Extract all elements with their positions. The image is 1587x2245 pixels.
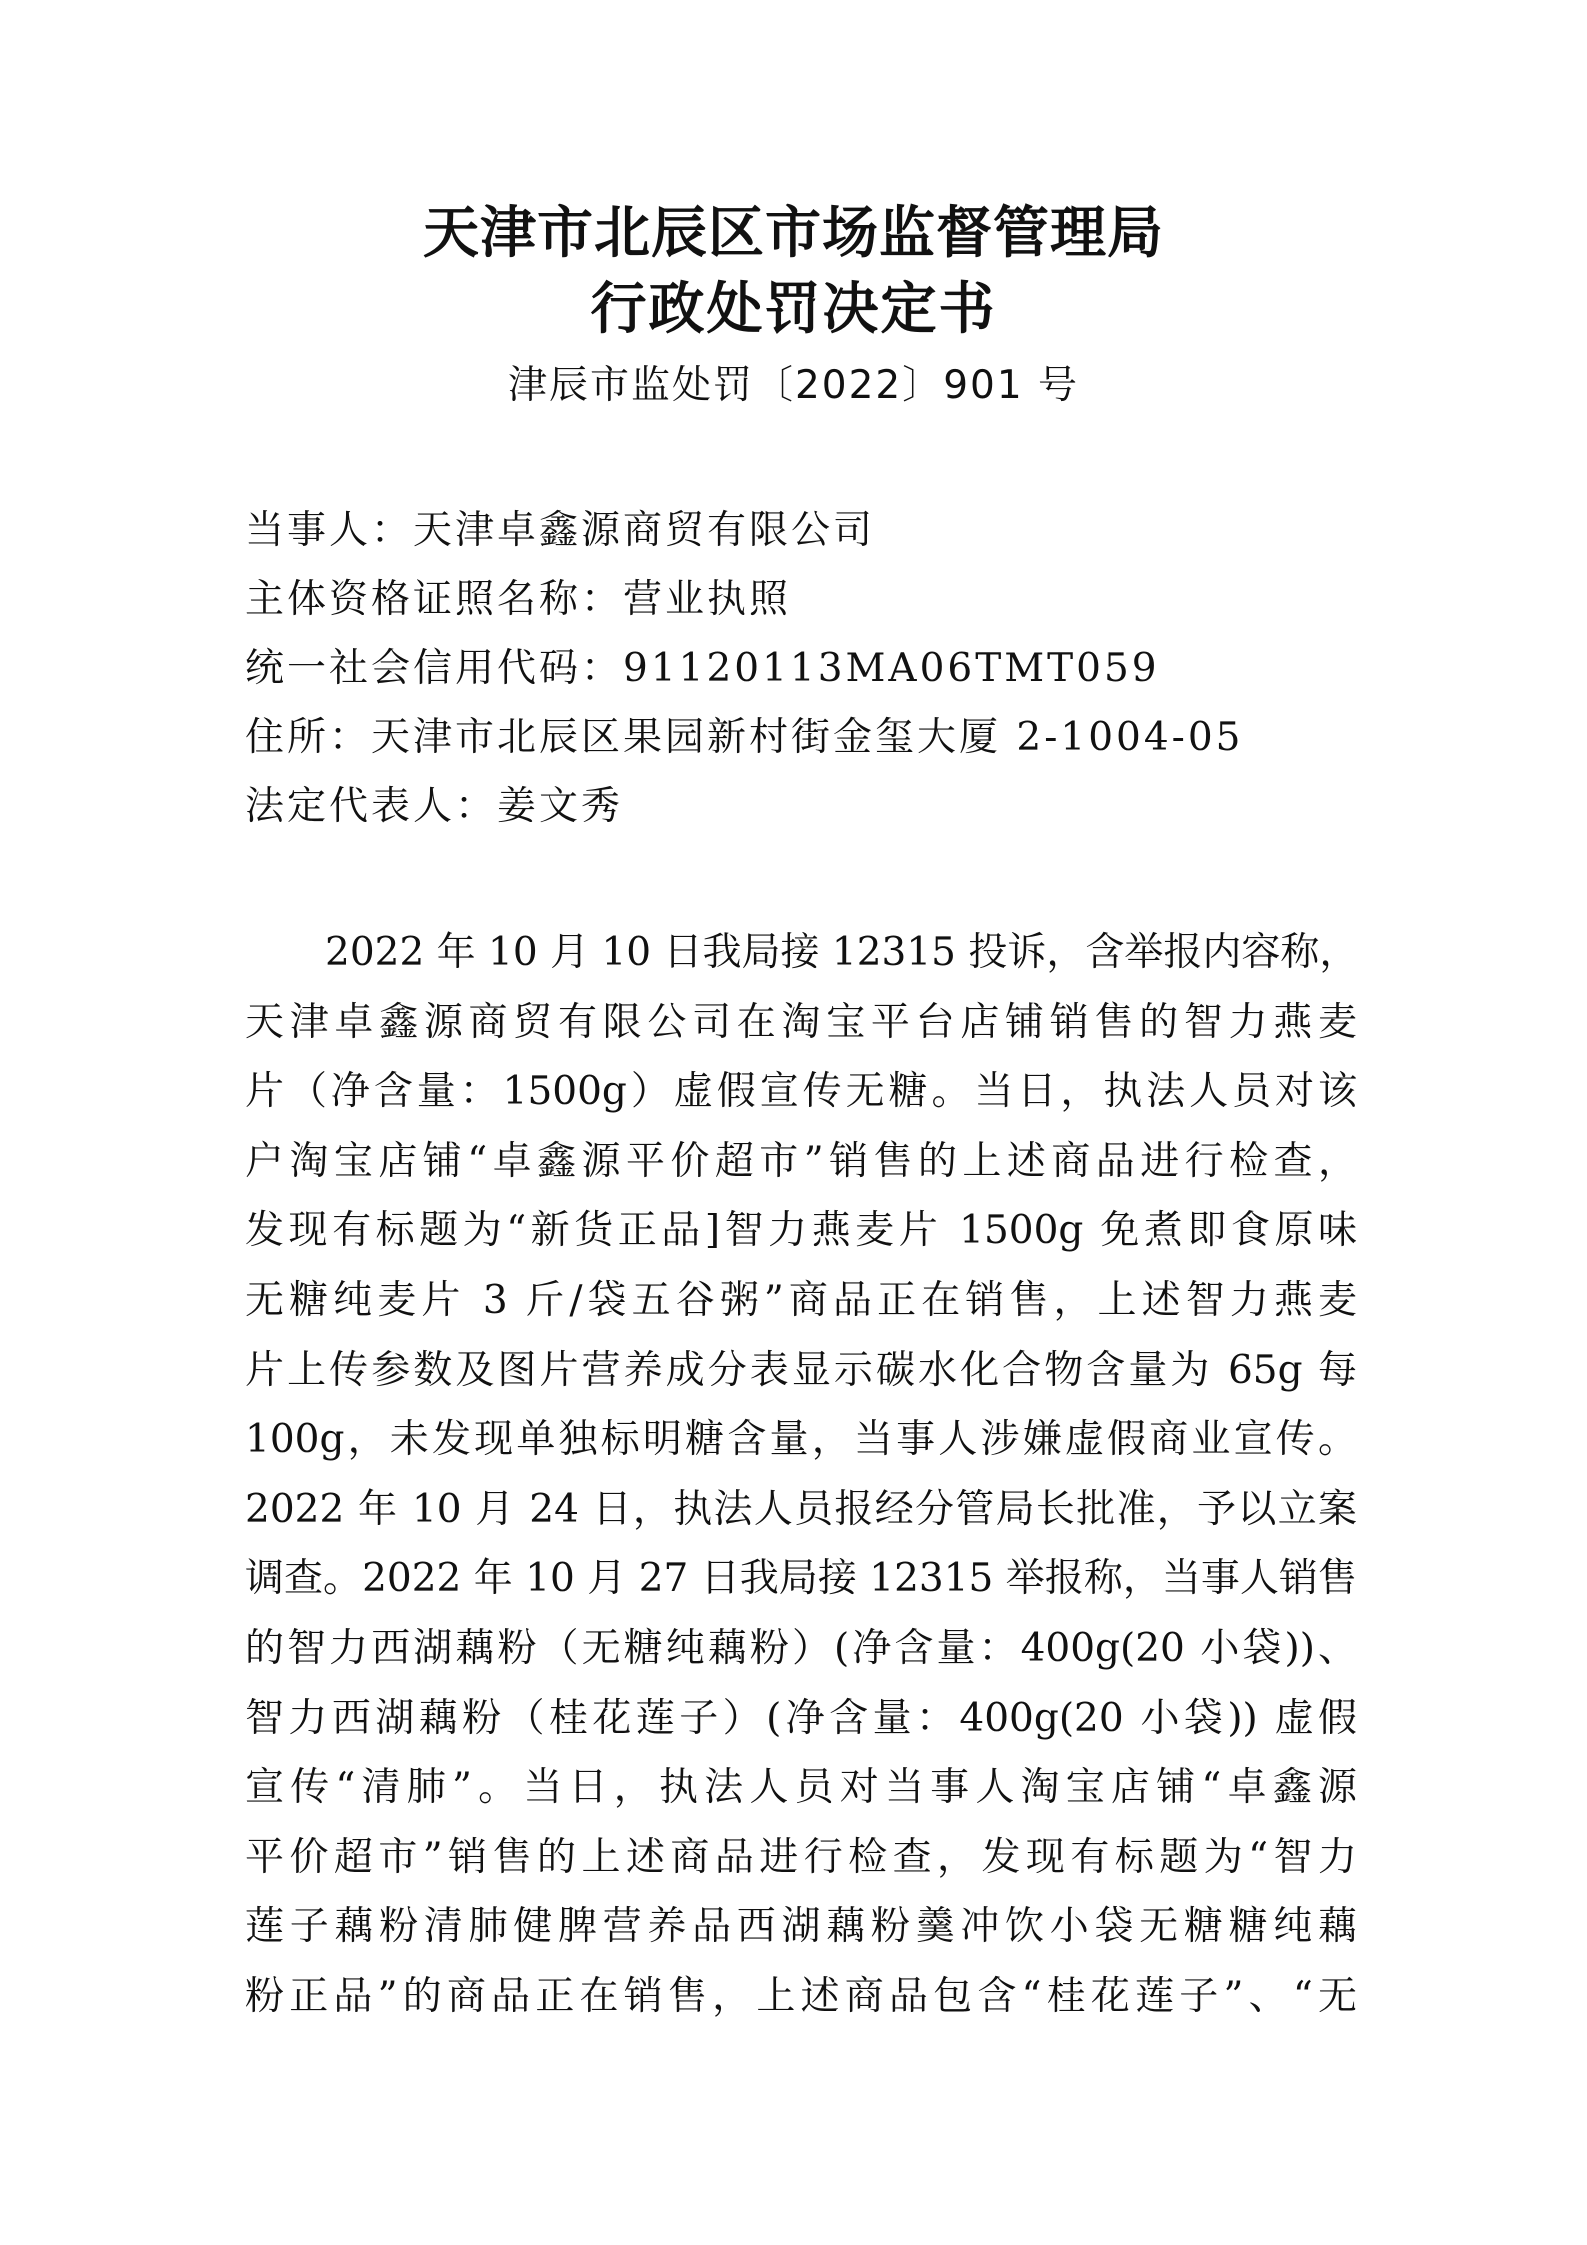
body-line: 户淘宝店铺“卓鑫源平价超市”销售的上述商品进行检查， [245, 1138, 1357, 1184]
body-line: 2022 年 10 月 24 日，执法人员报经分管局长批准，予以立案 [245, 1486, 1357, 1532]
body-line: 粉正品”的商品正在销售，上述商品包含“桂花莲子”、“无 [245, 1973, 1357, 2019]
credit-code: 统一社会信用代码：91120113MA06TMT059 [245, 646, 1160, 691]
body-line: 片上传参数及图片营养成分表显示碳水化合物含量为 65g 每 [245, 1347, 1357, 1393]
body-line: 平价超市”销售的上述商品进行检查，发现有标题为“智力 [245, 1834, 1357, 1880]
body-line: 宣传“清肺”。当日，执法人员对当事人淘宝店铺“卓鑫源 [245, 1765, 1357, 1811]
body-line: 的智力西湖藕粉（无糖纯藕粉）(净含量：400g(20 小袋))、 [245, 1625, 1357, 1671]
body-line: 智力西湖藕粉（桂花莲子）(净含量：400g(20 小袋)) 虚假 [245, 1695, 1357, 1741]
body-line: 发现有标题为“新货正品]智力燕麦片 1500g 免煮即食原味 [245, 1208, 1357, 1254]
body-line: 莲子藕粉清肺健脾营养品西湖藕粉羹冲饮小袋无糖糖纯藕 [245, 1904, 1357, 1950]
body-line: 100g，未发现单独标明糖含量，当事人涉嫌虚假商业宣传。 [245, 1417, 1357, 1463]
organization-title: 天津市北辰区市场监督管理局 [423, 200, 1164, 266]
address: 住所：天津市北辰区果园新村街金玺大厦 2-1004-05 [245, 715, 1244, 760]
document-title: 行政处罚决定书 [590, 276, 997, 342]
body-line: 2022 年 10 月 10 日我局接 12315 投诉，含举报内容称， [325, 930, 1359, 975]
license-type: 主体资格证照名称：营业执照 [245, 577, 792, 622]
body-line: 调查。2022 年 10 月 27 日我局接 12315 举报称，当事人销售 [245, 1556, 1357, 1602]
party-name: 当事人：天津卓鑫源商贸有限公司 [245, 508, 876, 553]
body-line: 天津卓鑫源商贸有限公司在淘宝平台店铺销售的智力燕麦 [245, 999, 1357, 1045]
body-line: 无糖纯麦片 3 斤/袋五谷粥”商品正在销售，上述智力燕麦 [245, 1277, 1357, 1323]
party-info [245, 496, 1355, 841]
legal-representative: 法定代表人：姜文秀 [245, 784, 624, 829]
document-number: 津辰市监处罚〔2022〕901 号 [507, 363, 1080, 408]
body-paragraph [245, 918, 1357, 2032]
body-line: 片（净含量：1500g）虚假宣传无糖。当日，执法人员对该 [245, 1069, 1357, 1115]
